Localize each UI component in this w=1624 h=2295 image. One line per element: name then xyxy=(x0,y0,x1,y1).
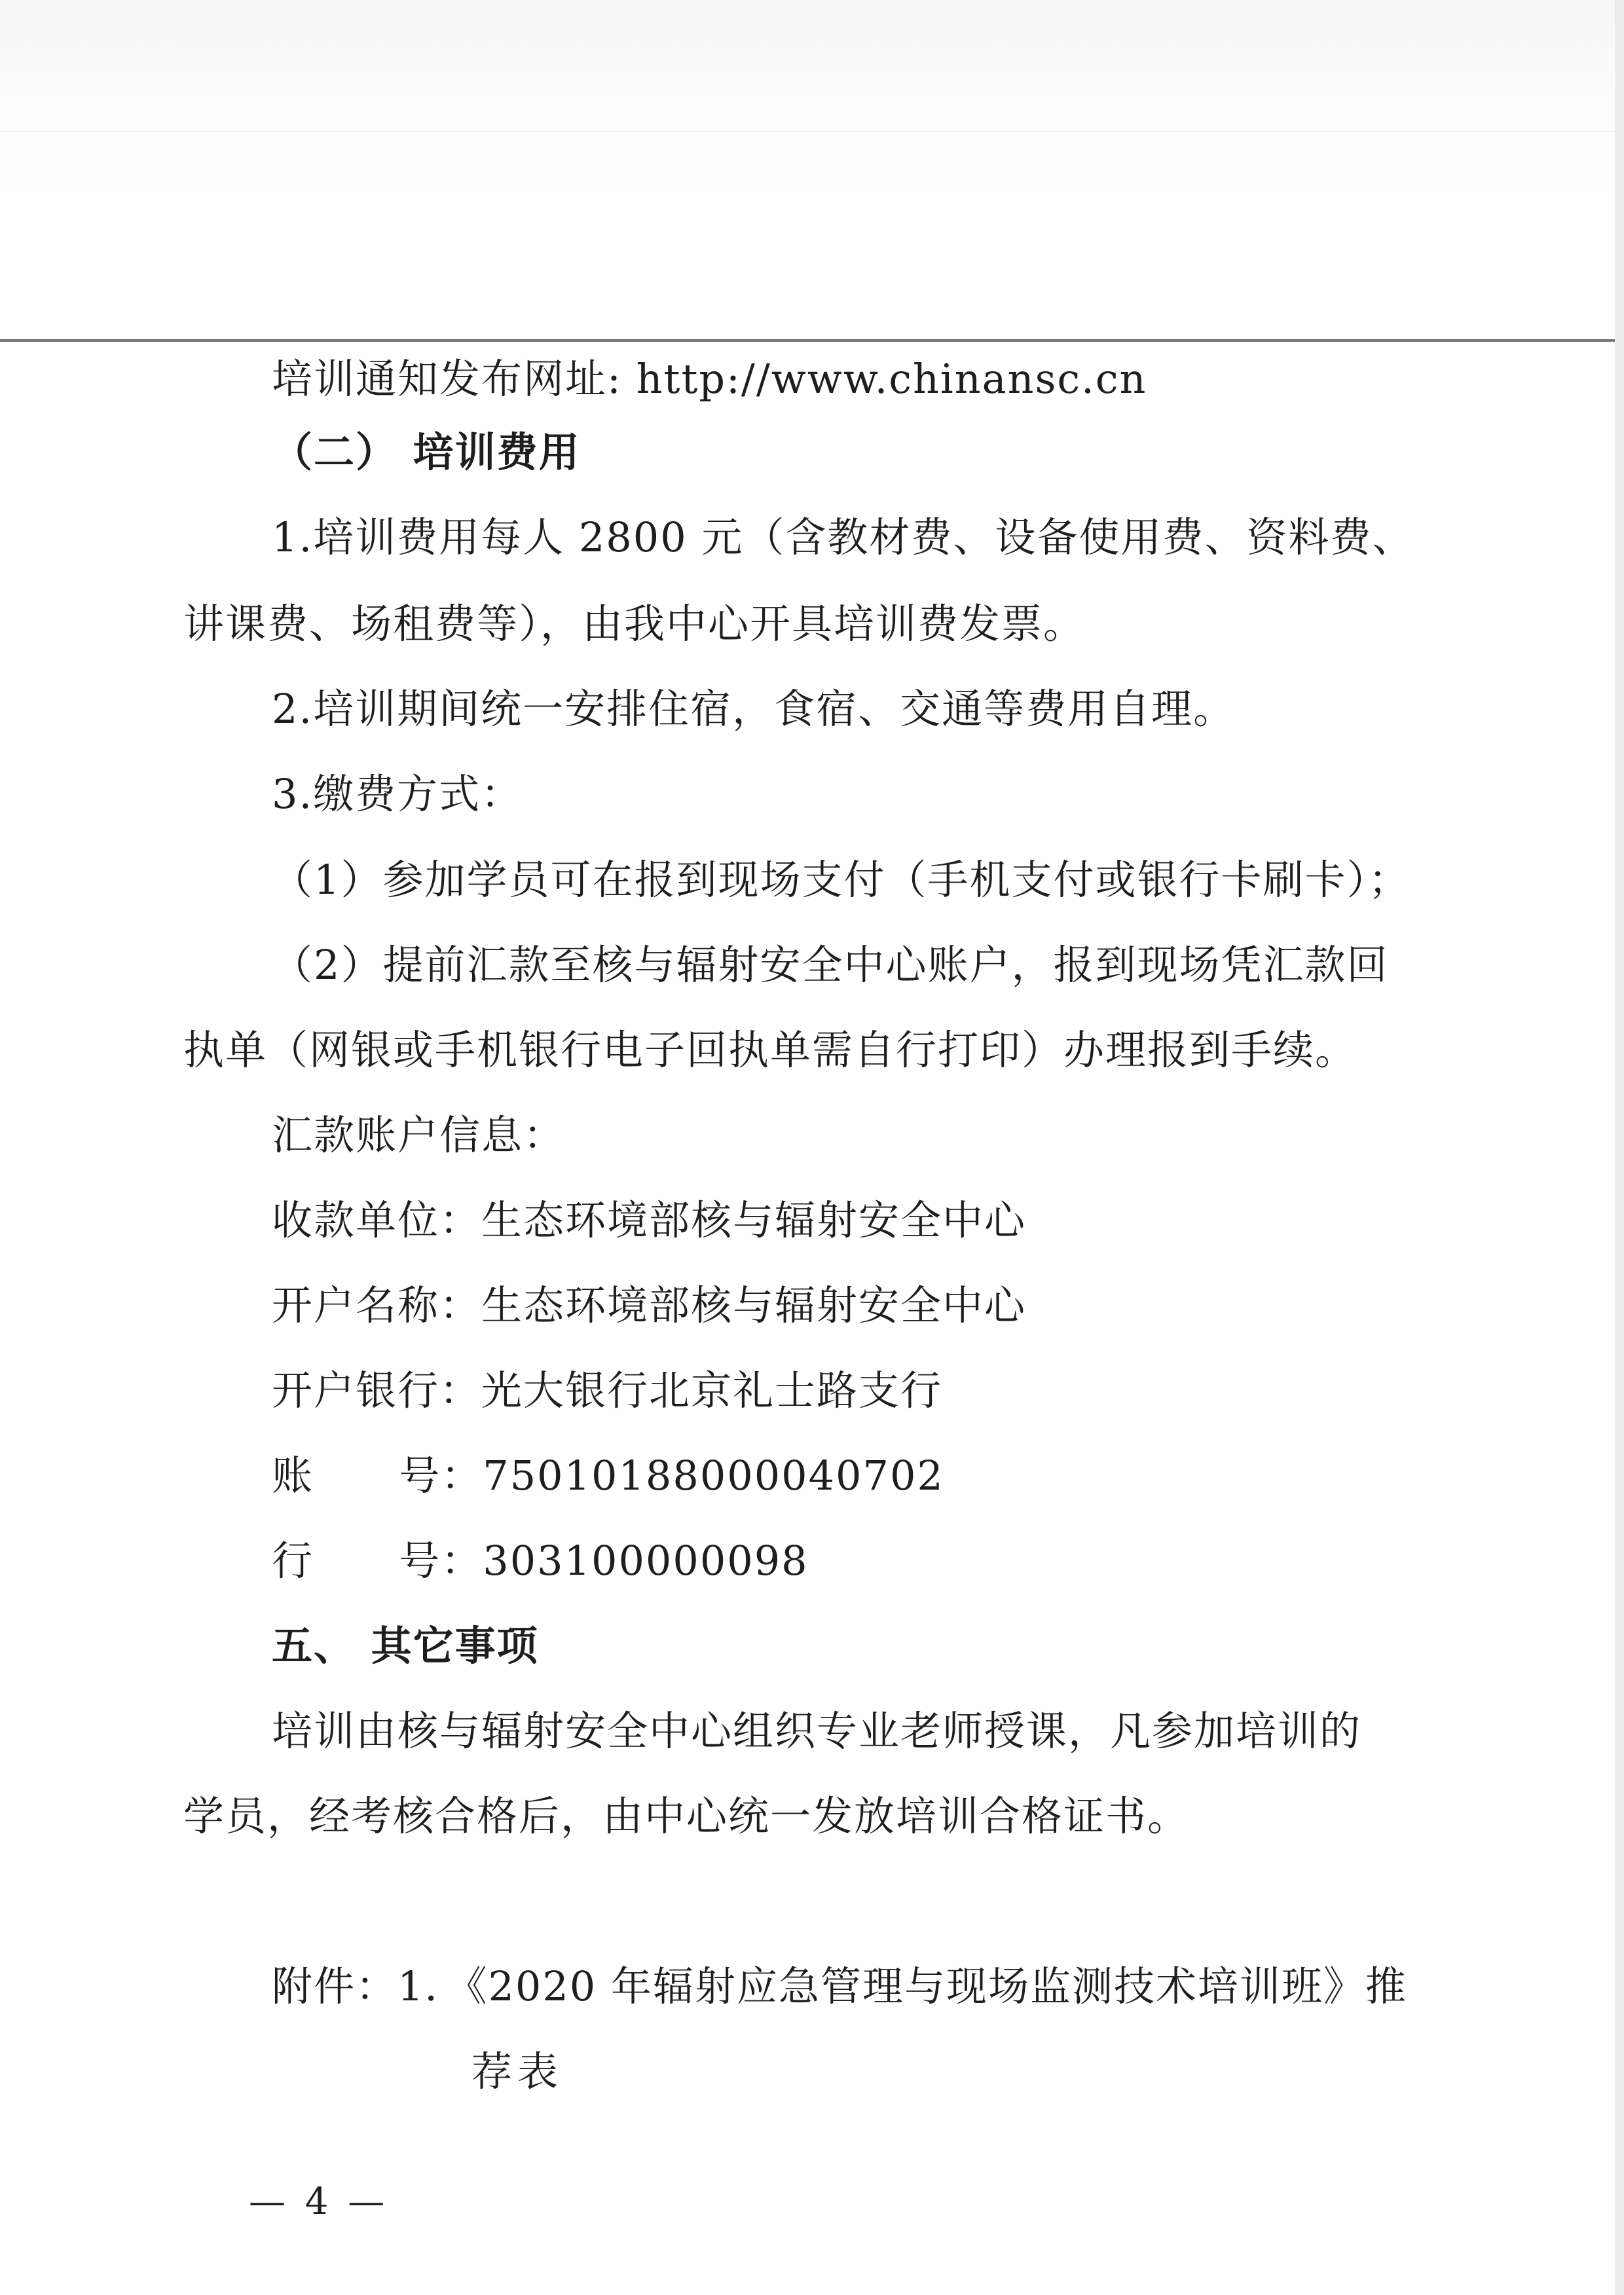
fee-item-1-line-2: 讲课费、场租费等），由我中心开具培训费发票。 xyxy=(183,600,1086,648)
fee-item-2: 2.培训期间统一安排住宿，食宿、交通等费用自理。 xyxy=(272,685,1236,733)
section-heading-fees: （二） 培训费用 xyxy=(272,428,581,476)
notice-url-line: 培训通知发布网址: http://www.chinansc.cn xyxy=(272,355,1147,403)
page-number: — 4 — xyxy=(249,2180,389,2223)
attachment-line-1: 附件：1．《2020 年辐射应急管理与现场监测技术培训班》推 xyxy=(272,1962,1407,2010)
payment-option-1: （1）参加学员可在报到现场支付（手机支付或银行卡刷卡）； xyxy=(272,856,1411,904)
fee-item-3: 3.缴费方式： xyxy=(272,770,523,818)
header-rule xyxy=(0,339,1624,342)
payment-option-2-line-2: 执单（网银或手机银行电子回执单需自行打印）办理报到手续。 xyxy=(183,1026,1357,1074)
attachment-line-2: 荐表 xyxy=(471,2047,564,2095)
scan-right-edge xyxy=(1615,0,1624,2295)
other-matters-line-2: 学员，经考核合格后，由中心统一发放培训合格证书。 xyxy=(183,1792,1190,1840)
bank-code: 行 号：303100000098 xyxy=(272,1537,809,1585)
payment-option-2-line-1: （2）提前汇款至核与辐射安全中心账户，报到现场凭汇款回 xyxy=(272,941,1389,989)
fee-item-1-line-1: 1.培训费用每人 2800 元（含教材费、设备使用费、资料费、 xyxy=(272,513,1414,561)
scan-header-background xyxy=(0,0,1624,340)
account-bank: 开户银行：光大银行北京礼士路支行 xyxy=(272,1367,943,1414)
account-name: 开户名称：生态环境部核与辐射安全中心 xyxy=(272,1281,1027,1329)
account-info-heading: 汇款账户信息： xyxy=(272,1111,566,1159)
scan-ghost-line xyxy=(0,131,1624,132)
other-matters-line-1: 培训由核与辐射安全中心组织专业老师授课，凡参加培训的 xyxy=(272,1707,1362,1755)
account-number: 账 号：75010188000040702 xyxy=(272,1452,944,1499)
account-payee: 收款单位：生态环境部核与辐射安全中心 xyxy=(272,1196,1027,1244)
section-heading-other: 五、 其它事项 xyxy=(272,1622,539,1670)
